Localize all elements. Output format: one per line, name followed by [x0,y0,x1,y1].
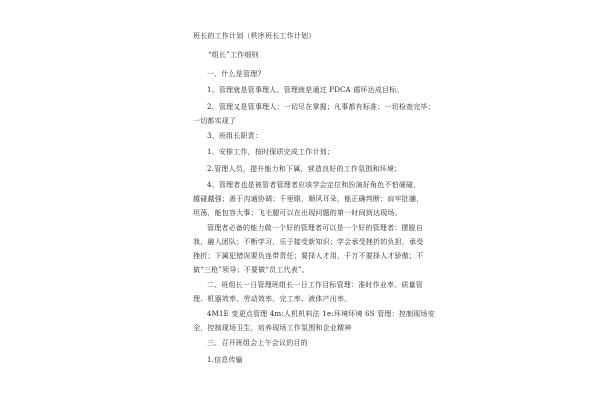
paragraph: 管理者必备的能力做一个好的管理者可以是一个好的管理者：摆脱自 [207,224,423,232]
section-heading: 三、召开班组会上午会议的目的 [207,339,308,347]
paragraph-continuation: 全，控制现场卫生，培养现场工作氛围和企业精神 [193,324,352,332]
document-subtitle: “组长”工作细则 [208,51,259,59]
paragraph-continuation: 理、机器效率、劳动效率、完工率、液体产出率。 [193,295,352,303]
paragraph: 2.管理人员，提升能力和下属，营造良好的工作氛围和环境； [207,165,402,173]
paragraph: 1、管理就是管事理人，管理就是通过 PDCA 循环达成目标。 [207,86,404,94]
paragraph-continuation: 一切都实现了 [193,117,237,125]
paragraph-continuation: 挫折；下属犯错误要负连带责任；要择人才用，千万不要择人才骄傲；不 [193,252,424,260]
paragraph-continuation: 坦荡，能包容大事；飞毛腿可以在出现问题的第一时间到达现场。 [193,209,402,217]
paragraph-continuation: 越碰越强；善于沟通协调；千里眼，顺风耳朵，能正确判断；肩牢肚脯， [193,195,424,203]
paragraph: 2、管理又是管事理人：一切尽在掌握；凡事都有标准；一切检查完毕； [207,103,435,111]
paragraph-continuation: 我，融入团队；不断学习，乐于接受新知识；学会承受挫折的负担，承受 [193,238,424,246]
document-title: 班长的工作计划（秩序班长工作计划） [193,32,316,40]
paragraph: 1、安排工作，按时保质完成工作计划； [207,148,335,156]
paragraph: 4、管理者也是被管者管理者应该学会定位和扮演好角色不怕硬碰， [207,181,421,189]
paragraph: 二、班组长一日管理班组长一日工作目标管理：准时作业率、质量管 [207,281,423,289]
section-heading: 一、什么是管理? [207,70,262,78]
paragraph-continuation: 做“三枪”领导；不要做“员工代表”。 [193,266,309,274]
paragraph: 1.信息传输 [207,356,243,364]
paragraph: 3、班组长职责： [207,132,263,140]
paragraph: 4M1E 变更点管理 4m:人机机料法 1e:环境环境 6S 管理：控制现场安 [207,310,435,318]
